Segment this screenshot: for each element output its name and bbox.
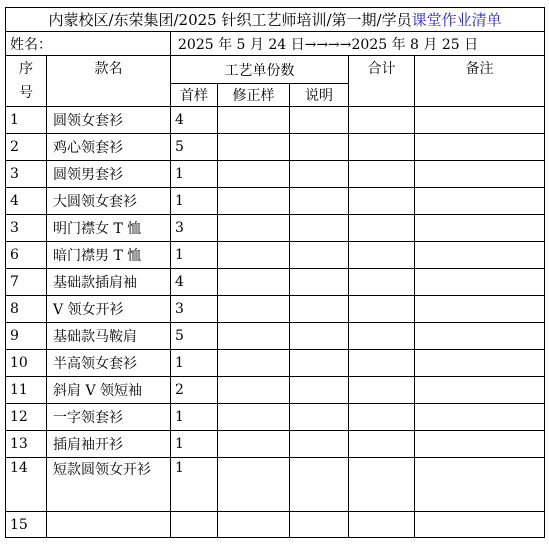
note-header: 说明: [290, 84, 349, 107]
row-note[interactable]: [290, 404, 349, 431]
row-name: 斜肩 V 领短袖: [47, 377, 171, 404]
row-total[interactable]: [349, 512, 415, 538]
row-first-sample: 5: [171, 323, 218, 350]
row-revised-sample[interactable]: [218, 404, 290, 431]
row-no: 1: [6, 107, 47, 134]
row-name: 基础款马鞍肩: [47, 323, 171, 350]
revised-sample-header: 修正样: [218, 84, 290, 107]
row-revised-sample[interactable]: [218, 134, 290, 161]
row-remarks[interactable]: [415, 377, 545, 404]
table-row: [6, 512, 545, 538]
row-first-sample: 3: [171, 296, 218, 323]
row-no: 7: [6, 269, 47, 296]
style-name-header: 款名: [47, 56, 171, 107]
row-revised-sample[interactable]: [218, 242, 290, 269]
row-name: 一字领套衫: [47, 404, 171, 431]
row-total[interactable]: [349, 458, 415, 512]
row-note[interactable]: [290, 350, 349, 377]
table-row: [6, 377, 545, 404]
table-row: [6, 404, 545, 431]
row-remarks[interactable]: [415, 458, 545, 512]
row-revised-sample[interactable]: [218, 377, 290, 404]
row-no: 14: [6, 458, 47, 512]
row-name: 插肩袖开衫: [47, 431, 171, 458]
row-name: 半高领女套衫: [47, 350, 171, 377]
row-name: 基础款插肩袖: [47, 269, 171, 296]
row-total[interactable]: [349, 188, 415, 215]
row-no: 12: [6, 404, 47, 431]
row-note[interactable]: [290, 242, 349, 269]
row-remarks[interactable]: [415, 323, 545, 350]
row-note[interactable]: [290, 134, 349, 161]
row-no: 6: [6, 242, 47, 269]
table-row: [6, 458, 545, 512]
name-label-cell[interactable]: [6, 32, 171, 56]
row-total[interactable]: [349, 296, 415, 323]
row-remarks[interactable]: [415, 188, 545, 215]
row-remarks[interactable]: [415, 215, 545, 242]
row-total[interactable]: [349, 404, 415, 431]
row-no: 9: [6, 323, 47, 350]
row-note[interactable]: [290, 215, 349, 242]
table-row: [6, 134, 545, 161]
row-total[interactable]: [349, 323, 415, 350]
sheet-title: [6, 8, 545, 32]
row-note[interactable]: [290, 431, 349, 458]
row-total[interactable]: [349, 377, 415, 404]
row-note[interactable]: [290, 296, 349, 323]
row-revised-sample[interactable]: [218, 431, 290, 458]
row-note[interactable]: [290, 161, 349, 188]
row-no: 3: [6, 161, 47, 188]
row-remarks[interactable]: [415, 296, 545, 323]
row-name: 短款圆领女开衫: [47, 458, 171, 512]
row-name: 明门襟女 T 恤: [47, 215, 171, 242]
row-no: 13: [6, 431, 47, 458]
row-revised-sample[interactable]: [218, 512, 290, 538]
row-first-sample: 4: [171, 269, 218, 296]
seq-header-line2: 号: [19, 85, 33, 101]
row-total[interactable]: [349, 215, 415, 242]
first-sample-header: 首样: [171, 84, 218, 107]
row-name: 圆领男套衫: [47, 161, 171, 188]
table-row: [6, 431, 545, 458]
row-name: 大圆领女套衫: [47, 188, 171, 215]
row-first-sample: 4: [171, 107, 218, 134]
row-revised-sample[interactable]: [218, 350, 290, 377]
row-first-sample: 1: [171, 458, 218, 512]
row-remarks[interactable]: [415, 404, 545, 431]
table-row: [6, 215, 545, 242]
row-first-sample: 1: [171, 242, 218, 269]
row-note[interactable]: [290, 512, 349, 538]
row-first-sample: 1: [171, 188, 218, 215]
row-total[interactable]: [349, 269, 415, 296]
row-note[interactable]: [290, 323, 349, 350]
row-total[interactable]: [349, 242, 415, 269]
row-remarks[interactable]: [415, 269, 545, 296]
row-revised-sample[interactable]: [218, 458, 290, 512]
row-first-sample: 3: [171, 215, 218, 242]
row-revised-sample[interactable]: [218, 323, 290, 350]
row-no: 15: [6, 512, 47, 538]
name-label: 姓名：: [10, 36, 52, 53]
remarks-header: 备注: [415, 56, 545, 107]
row-revised-sample[interactable]: [218, 107, 290, 134]
seq-header: [6, 56, 47, 107]
row-first-sample: 1: [171, 431, 218, 458]
row-no: 11: [6, 377, 47, 404]
table-row: [6, 296, 545, 323]
assignment-sheet: [5, 7, 544, 549]
row-total[interactable]: [349, 134, 415, 161]
row-revised-sample[interactable]: [218, 269, 290, 296]
table-row: [6, 107, 545, 134]
row-no: 8: [6, 296, 47, 323]
row-name[interactable]: [47, 512, 171, 538]
row-note[interactable]: [290, 269, 349, 296]
table-row: [6, 188, 545, 215]
table-row: [6, 323, 545, 350]
process-count-header: 工艺单份数: [171, 56, 349, 84]
row-remarks[interactable]: [415, 242, 545, 269]
row-total[interactable]: [349, 350, 415, 377]
row-no: 10: [6, 350, 47, 377]
row-revised-sample[interactable]: [218, 296, 290, 323]
row-revised-sample[interactable]: [218, 161, 290, 188]
row-revised-sample[interactable]: [218, 215, 290, 242]
row-remarks[interactable]: [415, 350, 545, 377]
seq-header-line1: 序: [19, 61, 33, 77]
row-remarks[interactable]: [415, 161, 545, 188]
row-total[interactable]: [349, 161, 415, 188]
row-name: V 领女开衫: [47, 296, 171, 323]
row-name: 鸡心领套衫: [47, 134, 171, 161]
table-row: [6, 269, 545, 296]
row-first-sample: 1: [171, 161, 218, 188]
row-first-sample: 5: [171, 134, 218, 161]
assignment-table: [5, 7, 545, 538]
row-note[interactable]: [290, 107, 349, 134]
table-row: [6, 350, 545, 377]
title-highlight: 课堂作业清单: [411, 11, 502, 29]
row-revised-sample[interactable]: [218, 188, 290, 215]
row-remarks[interactable]: [415, 431, 545, 458]
title-main: 内蒙校区/东荣集团/2025 针织工艺师培训/第一期/学员: [48, 11, 412, 29]
row-total[interactable]: [349, 107, 415, 134]
row-total[interactable]: [349, 431, 415, 458]
row-remarks[interactable]: [415, 107, 545, 134]
row-note[interactable]: [290, 377, 349, 404]
row-first-sample: 1: [171, 404, 218, 431]
row-no: 4: [6, 188, 47, 215]
row-first-sample: 1: [171, 350, 218, 377]
row-first-sample[interactable]: [171, 512, 218, 538]
row-remarks[interactable]: [415, 134, 545, 161]
table-row: [6, 242, 545, 269]
date-range: 2025 年 5 月 24 日→→→→2025 年 8 月 25 日: [171, 32, 545, 56]
row-no: 3: [6, 215, 47, 242]
row-note[interactable]: [290, 458, 349, 512]
row-name: 暗门襟男 T 恤: [47, 242, 171, 269]
row-note[interactable]: [290, 188, 349, 215]
row-name: 圆领女套衫: [47, 107, 171, 134]
table-row: [6, 161, 545, 188]
row-no: 2: [6, 134, 47, 161]
row-first-sample: 2: [171, 377, 218, 404]
row-remarks[interactable]: [415, 512, 545, 538]
total-header: 合计: [349, 56, 415, 107]
